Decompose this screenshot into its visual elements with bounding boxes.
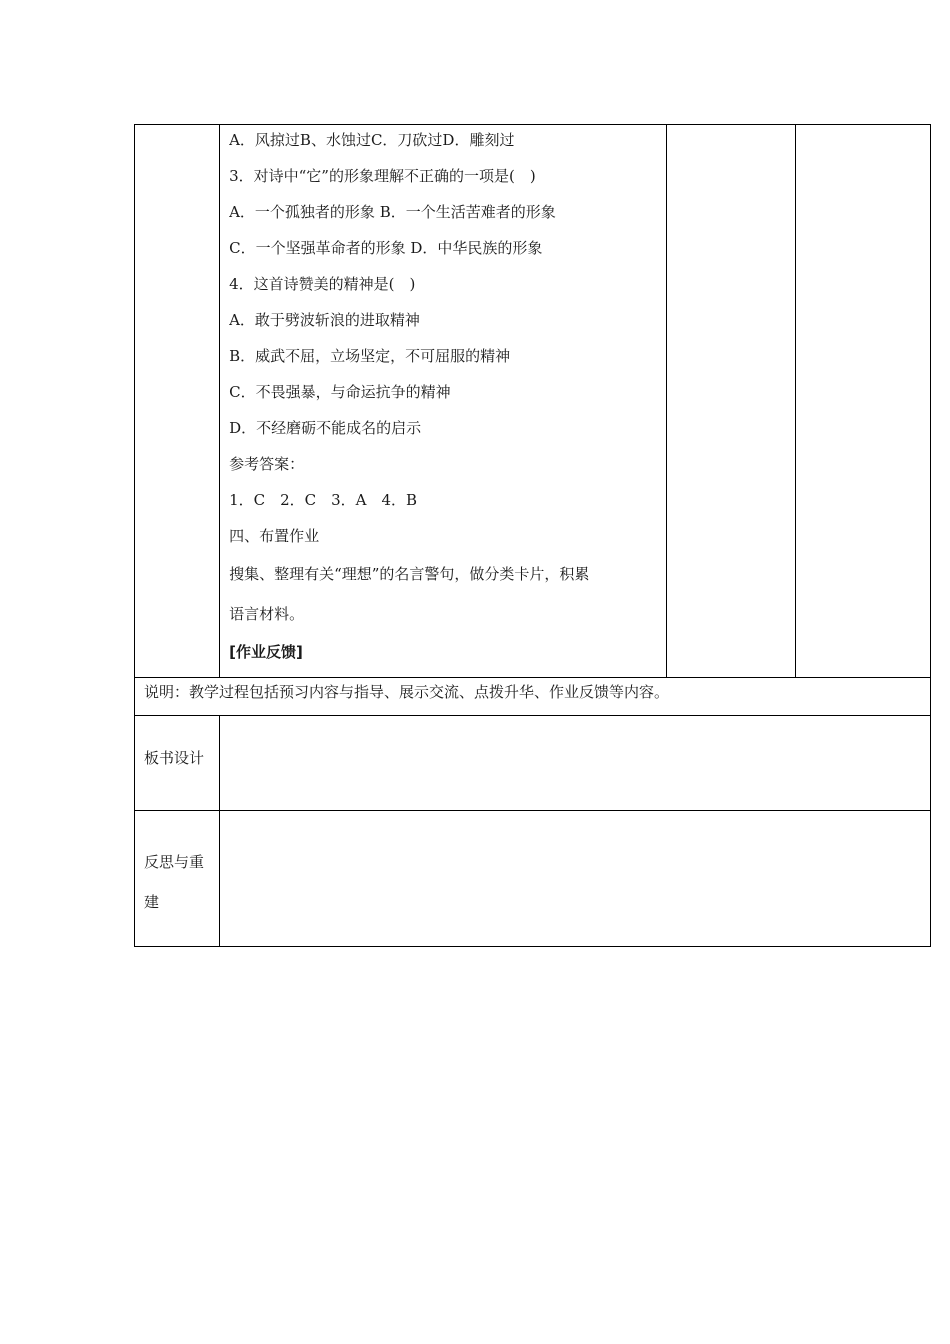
blank-cell-4 (795, 125, 930, 678)
blank-cell-3 (666, 125, 795, 678)
content-line: A．风掠过B、水蚀过C．刀砍过D．雕刻过 (229, 131, 515, 149)
content-line: 参考答案： (229, 455, 305, 473)
teaching-process-row (135, 125, 931, 678)
board-design-label-cell (135, 716, 220, 811)
note-text: 说明：教学过程包括预习内容与指导、展示交流、点拨升华、作业反馈等内容。 (144, 683, 670, 701)
process-content-cell (220, 125, 667, 678)
reflection-label: 反思与重建 (144, 853, 205, 911)
content-line: 4．这首诗赞美的精神是( ) (229, 275, 416, 293)
note-cell (135, 678, 931, 716)
content-line: A．一个孤独者的形象 B．一个生活苦难者的形象 (229, 203, 556, 221)
content-line: A．敢于劈波斩浪的进取精神 (229, 311, 420, 329)
board-design-content-cell (220, 716, 931, 811)
content-line: 语言材料。 (229, 605, 305, 623)
note-row (135, 678, 931, 716)
content-line: 四、布置作业 (229, 527, 320, 545)
lesson-plan-table (134, 124, 931, 947)
reflection-label-cell (135, 811, 220, 947)
content-line: C．一个坚强革命者的形象 D．中华民族的形象 (229, 239, 543, 257)
board-design-row (135, 716, 931, 811)
reflection-row (135, 811, 931, 947)
content-line: B．威武不屈，立场坚定，不可屈服的精神 (229, 347, 511, 365)
content-line: 3．对诗中“它”的形象理解不正确的一项是( ) (229, 167, 536, 185)
reflection-content-cell (220, 811, 931, 947)
content-line: D．不经磨砺不能成名的启示 (229, 419, 422, 437)
content-line: 1．C 2．C 3．A 4．B (229, 491, 418, 509)
content-line: C．不畏强暴，与命运抗争的精神 (229, 383, 451, 401)
blank-left-cell (135, 125, 220, 678)
content-line: 搜集、整理有关“理想”的名言警句，做分类卡片，积累 (229, 565, 590, 583)
board-design-label: 板书设计 (144, 749, 205, 767)
feedback-heading: [作业反馈] (229, 643, 303, 661)
